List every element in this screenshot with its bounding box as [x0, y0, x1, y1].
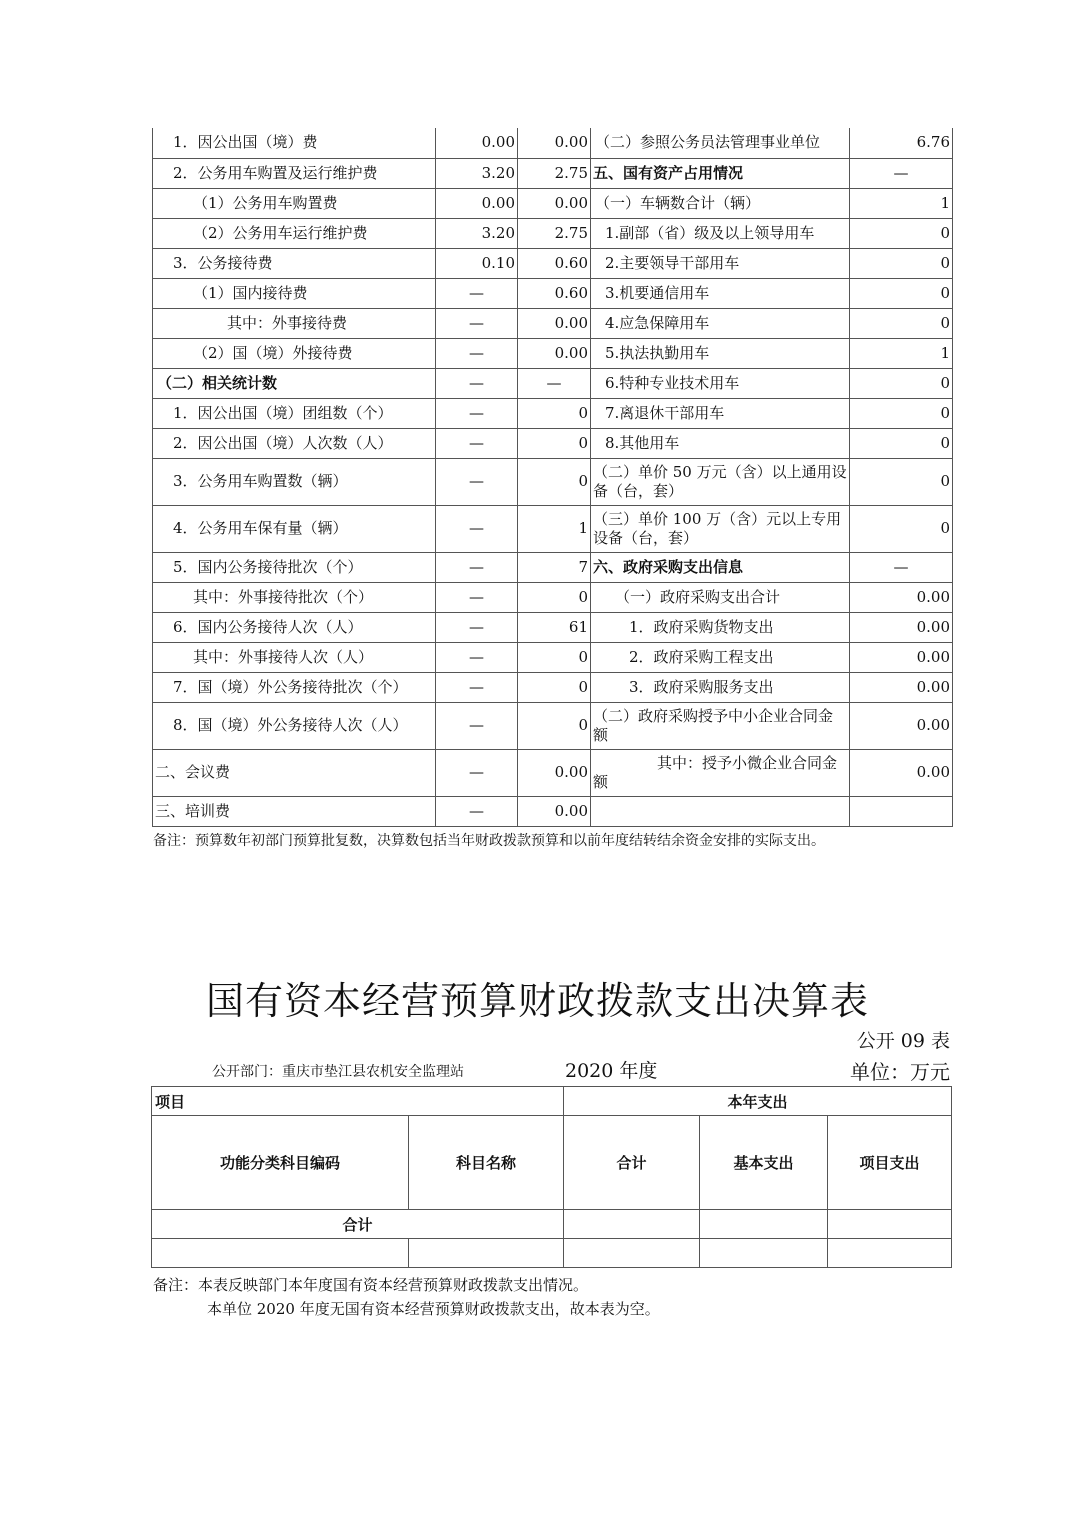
table-row: 5．国内公务接待批次（个） — 7 六、政府采购支出信息 —: [153, 552, 953, 582]
table-row: （2）国（境）外接待费 — 0.00 5.执法执勤用车 1: [153, 338, 953, 368]
table-row: 1．因公出国（境）团组数（个） — 0 7.离退休干部用车 0: [153, 398, 953, 428]
table-row: [152, 1239, 952, 1268]
table-row: 1．因公出国（境）费 0.00 0.00 （二）参照公务员法管理事业单位 6.76: [153, 128, 953, 158]
department-label: 公开部门：重庆市垫江县农机安全监理站: [212, 1064, 464, 1080]
note-line-1: 备注：本表反映部门本年度国有资本经营预算财政拨款支出情况。: [153, 1276, 589, 1294]
header-project: 项目: [152, 1087, 564, 1116]
note-line-2: 本单位 2020 年度无国有资本经营预算财政拨款支出，故本表为空。: [207, 1300, 660, 1318]
table2-note: [153, 1273, 660, 1321]
header-code: 功能分类科目编码: [152, 1116, 409, 1210]
table-row: （2）公务用车运行维护费 3.20 2.75 1.副部（省）级及以上领导用车 0: [153, 218, 953, 248]
table-row: 其中：外事接待批次（个） — 0 （一）政府采购支出合计 0.00: [153, 582, 953, 612]
unit-label: 单位：万元: [850, 1060, 950, 1084]
header-year-expense: 本年支出: [564, 1087, 952, 1116]
table-row: （1）国内接待费 — 0.60 3.机要通信用车 0: [153, 278, 953, 308]
state-capital-expense-table: [151, 1086, 952, 1268]
table-row: （1）公务用车购置费 0.00 0.00 （一）车辆数合计（辆） 1: [153, 188, 953, 218]
table-row: 二、会议费 — 0.00 其中：授予小微企业合同金额 0.00: [153, 749, 953, 796]
table-header-row: [152, 1087, 952, 1116]
table-row: 其中：外事接待费 — 0.00 4.应急保障用车 0: [153, 308, 953, 338]
table-row: 3．公务接待费 0.10 0.60 2.主要领导干部用车 0: [153, 248, 953, 278]
table-row: 6．国内公务接待人次（人） — 61 1．政府采购货物支出 0.00: [153, 612, 953, 642]
table1-note: 备注：预算数年初部门预算批复数，决算数包括当年财政拨款预算和以前年度结转结余资金安排的实际支出。: [153, 833, 825, 849]
table-row: 7．国（境）外公务接待批次（个） — 0 3．政府采购服务支出 0.00: [153, 672, 953, 702]
table-row: 3．公务用车购置数（辆） — 0 （二）单价 50 万元（含）以上通用设备（台，套） 0: [153, 458, 953, 505]
table-row: [152, 1210, 952, 1239]
table-row: 2．因公出国（境）人次数（人） — 0 8.其他用车 0: [153, 428, 953, 458]
page-title: 国有资本经营预算财政拨款支出决算表: [205, 979, 869, 1023]
header-basic: 基本支出: [700, 1116, 828, 1210]
form-number: 公开 09 表: [856, 1030, 950, 1052]
total-label: 合计: [152, 1210, 564, 1239]
table-row: 4．公务用车保有量（辆） — 1 （三）单价 100 万（含）元以上专用设备（台，套） 0: [153, 505, 953, 552]
table-row: 8．国（境）外公务接待人次（人） — 0 （二）政府采购授予中小企业合同金额 0.00: [153, 702, 953, 749]
table-header-row: [152, 1116, 952, 1210]
table-row: 三、培训费 — 0.00: [153, 796, 953, 826]
table-row: 2．公务用车购置及运行维护费 3.20 2.75 五、国有资产占用情况 —: [153, 158, 953, 188]
header-total: 合计: [564, 1116, 700, 1210]
three-public-expense-table: [152, 128, 953, 827]
header-item: 项目支出: [828, 1116, 952, 1210]
table-row: 其中：外事接待人次（人） — 0 2．政府采购工程支出 0.00: [153, 642, 953, 672]
table-row: （二）相关统计数 — — 6.特种专业技术用车 0: [153, 368, 953, 398]
year-label: 2020 年度: [565, 1060, 658, 1082]
header-name: 科目名称: [409, 1116, 564, 1210]
